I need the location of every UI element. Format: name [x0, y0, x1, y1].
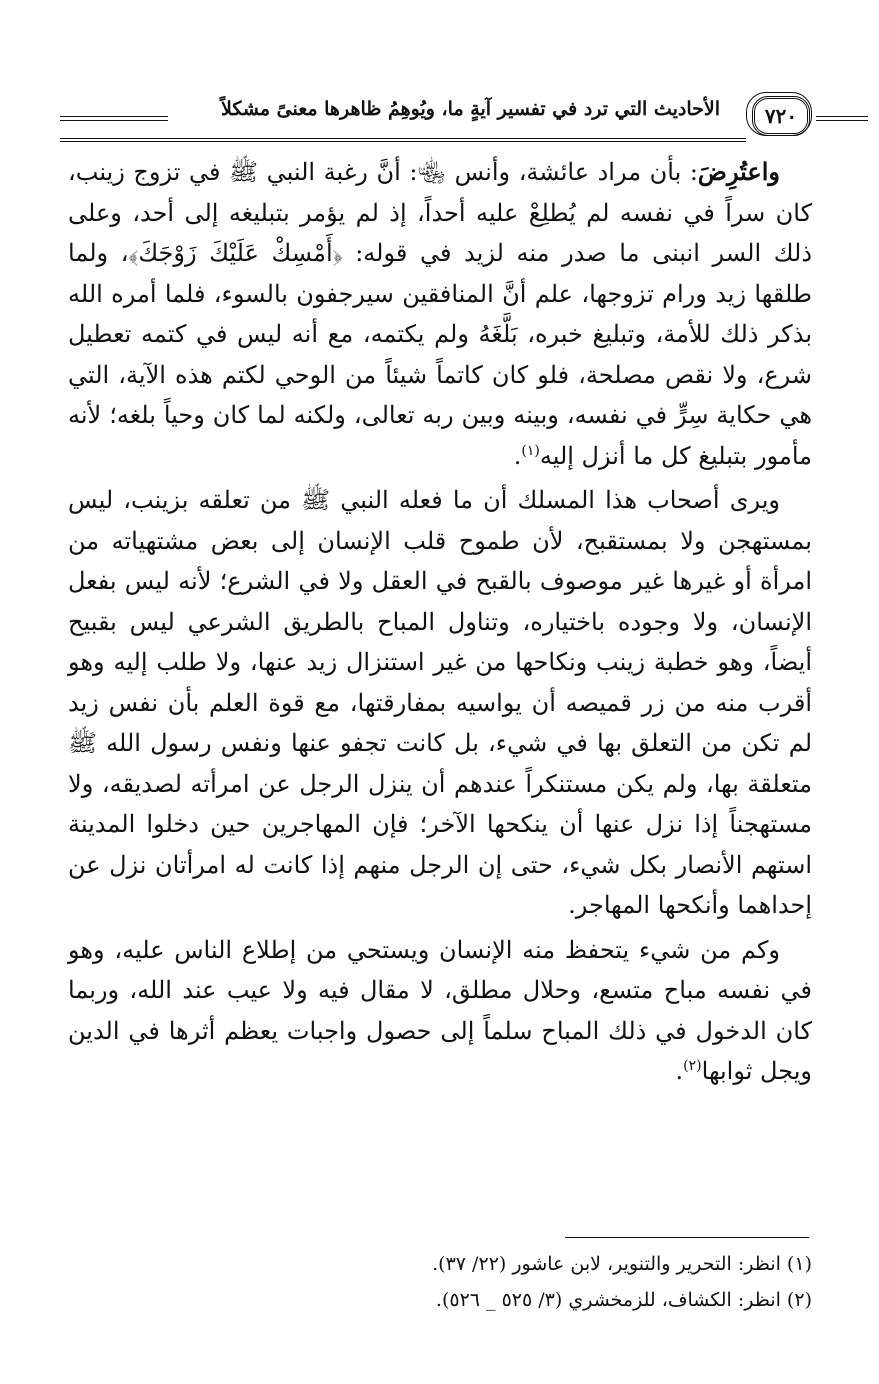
running-header — [60, 92, 812, 142]
header-rule — [60, 116, 168, 117]
header-underline — [60, 141, 746, 142]
footnote: (٢) انظر: الكشاف، للزمخشري (٣/ ٥٢٥ _ ٥٢٦). — [435, 1289, 812, 1311]
paragraph — [68, 152, 812, 476]
paragraph-tail: . — [675, 1057, 684, 1085]
paragraph-text: وكم من شيء يتحفظ منه الإنسان ويستحي من إطلاع الناس عليه، وهو في نفسه مباح متسع، وحلال مطلق، لا مقال فيه ولا عيب عند الله، وربما كان الدخول في ذلك المباح سلماً إلى حصول واجبات يعظم أثرها في الدين ويجل ثوابها — [68, 935, 812, 1085]
main-text — [68, 152, 812, 1092]
paragraph-tail: . — [513, 441, 522, 470]
header-rule — [816, 116, 868, 117]
footnote-reference[interactable]: (٢) — [683, 1058, 702, 1074]
footnote-reference[interactable]: (١) — [521, 442, 540, 459]
paragraph-lead-word: واعتُرِضَ — [697, 157, 780, 186]
header-rule — [60, 120, 168, 121]
page-number: ٧٢٠ — [752, 96, 810, 136]
running-title: الأحاديث التي ترد في تفسير آيةٍ ما، ويُوهِمُ ظاهرها معنىً مشكلاً — [221, 98, 720, 120]
paragraph-text: : بأن مراد عائشة، وأنس ﵄: أنَّ رغبة النبي ﷺ في تزوج زينب، كان سراً في نفسه لم يُطلِعْ عليه أحداً، إذ لم يؤمر بتبليغه إلى أحد، وعلى ذلك السر انبنى ما صدر منه لزيد في قوله: ﴿أَمْسِكْ عَلَيْكَ زَوْجَكَ﴾، ولما طلقها زيد ورام تزوجها، علم أنَّ المنافقين سيرجفون بالسوء، فلما أمره الله بذكر ذلك للأمة، وتبليغ خبره، بَلَّغَهُ ولم يكتمه، مع أنه ليس في كتمه تعطيل شرع، ولا نقص مصلحة، فلو كان كاتماً شيئاً من الوحي لكتم هذه الآية، التي هي حكاية سِرٍّ في نفسه، وبينه وبين ربه تعالى، ولكنه لما كان وحياً بلغه؛ لأنه مأمور بتبليغ كل ما أنزل إليه — [68, 158, 812, 470]
paragraph — [68, 480, 812, 926]
footnote-separator — [565, 1237, 809, 1238]
header-underline — [60, 138, 746, 139]
header-rule — [816, 120, 868, 121]
paragraph — [68, 930, 812, 1092]
footnote: (١) انظر: التحرير والتنوير، لابن عاشور (٢٢/ ٣٧). — [432, 1253, 812, 1275]
footnotes — [68, 1246, 812, 1318]
paragraph-text: ويرى أصحاب هذا المسلك أن ما فعله النبي ﷺ من تعلقه بزينب، ليس بمستهجن ولا بمستقبح، لأن طموح قلب الإنسان إلى بعض مشتهياته من امرأة أو غيرها غير موصوف بالقبح في العقل ولا في الشرع؛ لأنه ليس بفعل الإنسان، ولا وجوده باختياره، وتناول المباح بالطريق الشرعي ليس بقبيح أيضاً، وهو خطبة زينب ونكاحها من غير استنزال زيد عنها، ولا طلب إليه وهو أقرب منه من زر قميصه أن يواسيه بمفارقتها، مع قوة العلم بأن نفس زيد لم تكن من التعلق بها في شيء، بل كانت تجفو عنها ونفس رسول الله ﷺ متعلقة بها، ولم يكن مستنكراً عندهم أن ينزل الرجل عن امرأته لصديقه، ولا مستهجناً إذا نزل عنها أن ينكحها الآخر؛ فإن المهاجرين حين دخلوا المدينة استهم الأنصار بكل شيء، حتى إن الرجل منهم إذا كانت له امرأتان نزل عن إحداهما وأنكحها المهاجر. — [68, 486, 813, 919]
